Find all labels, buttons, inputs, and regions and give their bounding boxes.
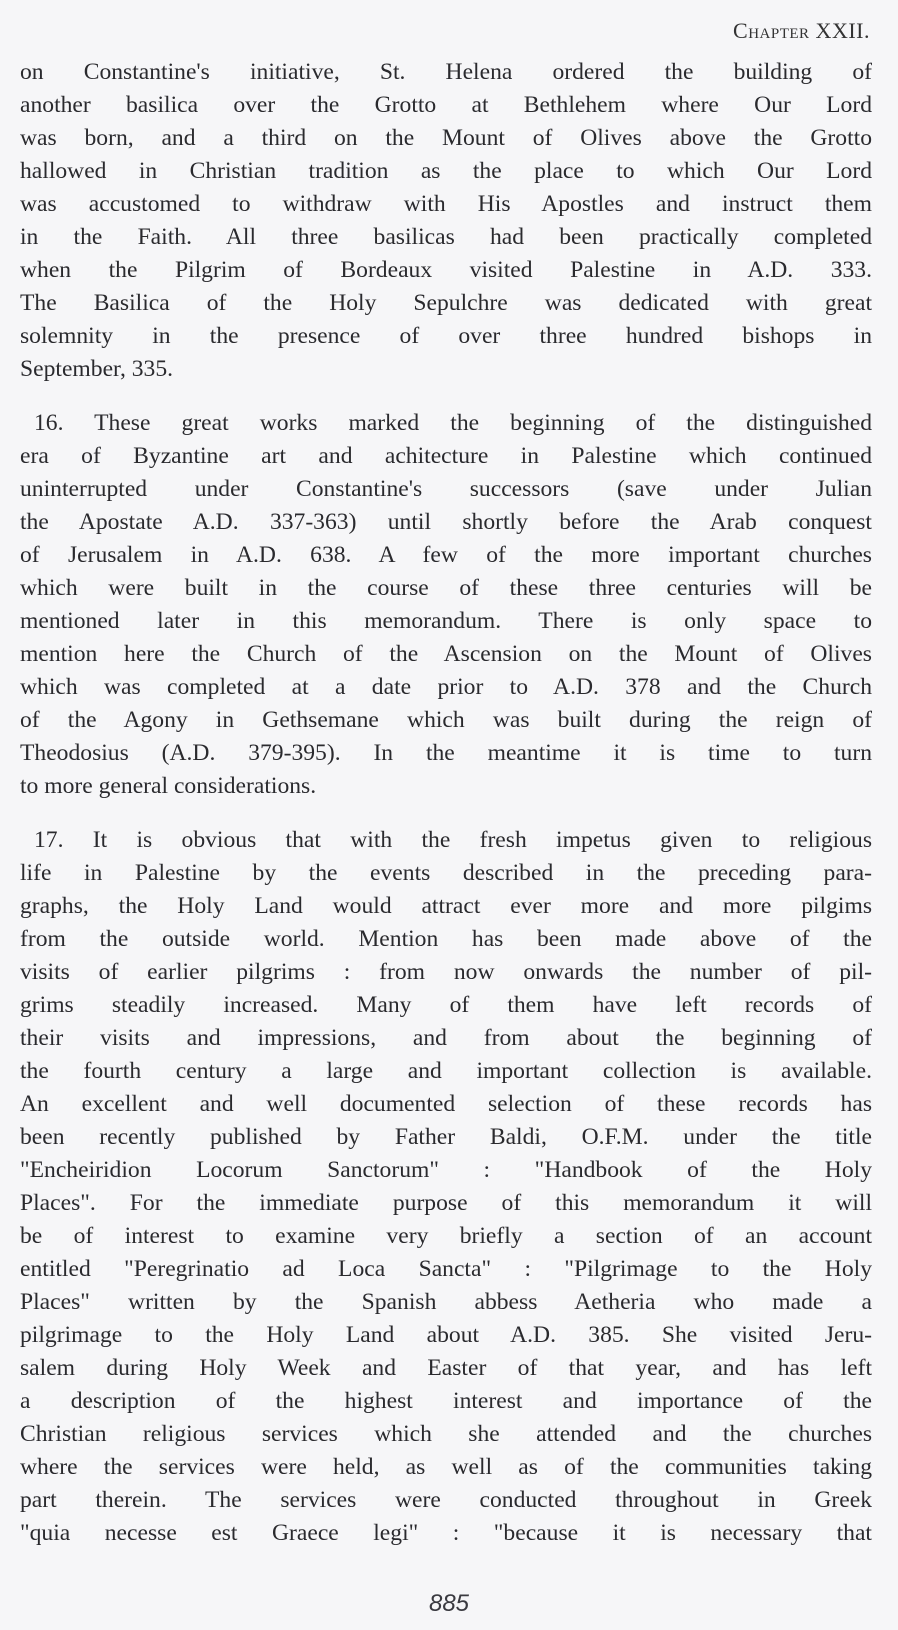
text-line: An excellent and well documented selection of these records has: [20, 1091, 872, 1117]
text-line: which was completed at a date prior to A.D. 378 and the Church: [20, 674, 872, 700]
text-line: a description of the highest interest and importance of the: [20, 1388, 872, 1414]
text-line: mentioned later in this memorandum. There is only space to: [20, 608, 872, 634]
text-line: was born, and a third on the Mount of Olives above the Grotto: [20, 125, 872, 151]
text-line: on Constantine's initiative, St. Helena ordered the building of: [20, 59, 872, 85]
text-line: which were built in the course of these three centuries will be: [20, 575, 872, 601]
running-header: [733, 18, 870, 44]
text-line: Places" written by the Spanish abbess Aetheria who made a: [20, 1289, 872, 1315]
text-line: Places". For the immediate purpose of this memorandum it will: [20, 1190, 872, 1216]
text-line: in the Faith. All three basilicas had been practically completed: [20, 224, 872, 250]
text-line: mention here the Church of the Ascension on the Mount of Olives: [20, 641, 872, 667]
text-line: "Encheiridion Locorum Sanctorum" : "Handbook of the Holy: [20, 1157, 872, 1183]
text-line: Theodosius (A.D. 379-395). In the meantime it is time to turn: [20, 740, 872, 766]
text-line: to more general considerations.: [20, 773, 317, 799]
chapter-heading: Chapter XXII.: [733, 18, 870, 43]
text-line: was accustomed to withdraw with His Apostles and instruct them: [20, 191, 872, 217]
text-line: another basilica over the Grotto at Bethlehem where Our Lord: [20, 92, 872, 118]
text-line: salem during Holy Week and Easter of that year, and has left: [20, 1355, 872, 1381]
text-line: been recently published by Father Baldi, O.F.M. under the title: [20, 1124, 872, 1150]
text-line: from the outside world. Mention has been made above of the: [20, 926, 872, 952]
text-line: hallowed in Christian tradition as the place to which Our Lord: [20, 158, 872, 184]
paragraph: [20, 56, 872, 386]
text-line: visits of earlier pilgrims : from now onwards the number of pil-: [20, 959, 872, 985]
paragraph: [20, 824, 872, 1550]
text-line: graphs, the Holy Land would attract ever more and more pilgims: [20, 893, 872, 919]
text-line: 16. These great works marked the beginning of the distinguished: [34, 410, 872, 436]
text-line: the Apostate A.D. 337-363) until shortly before the Arab conquest: [20, 509, 872, 535]
page-number: 885: [428, 1590, 470, 1617]
text-line: be of interest to examine very briefly a section of an account: [20, 1223, 872, 1249]
text-line: 17. It is obvious that with the fresh impetus given to religious: [34, 827, 872, 853]
text-line: of the Agony in Gethsemane which was built during the reign of: [20, 707, 872, 733]
text-line: uninterrupted under Constantine's successors (save under Julian: [20, 476, 872, 502]
text-line: part therein. The services were conducted throughout in Greek: [20, 1487, 872, 1513]
text-line: pilgrimage to the Holy Land about A.D. 385. She visited Jeru-: [20, 1322, 872, 1348]
text-line: where the services were held, as well as of the communities taking: [20, 1454, 872, 1480]
text-line: of Jerusalem in A.D. 638. A few of the more important churches: [20, 542, 872, 568]
paragraph: [20, 407, 872, 803]
text-line: Christian religious services which she attended and the churches: [20, 1421, 872, 1447]
text-line: the fourth century a large and important collection is available.: [20, 1058, 872, 1084]
text-line: era of Byzantine art and achitecture in Palestine which continued: [20, 443, 872, 469]
text-line: life in Palestine by the events described in the preceding para-: [20, 860, 872, 886]
text-line: their visits and impressions, and from about the beginning of: [20, 1025, 872, 1051]
text-line: entitled "Peregrinatio ad Loca Sancta" : "Pilgrimage to the Holy: [20, 1256, 872, 1282]
body-text: [20, 56, 872, 1571]
text-line: solemnity in the presence of over three hundred bishops in: [20, 323, 872, 349]
text-line: "quia necesse est Graece legi" : "because it is necessary that: [20, 1520, 872, 1546]
text-line: grims steadily increased. Many of them have left records of: [20, 992, 872, 1018]
text-line: when the Pilgrim of Bordeaux visited Palestine in A.D. 333.: [20, 257, 872, 283]
text-line: September, 335.: [20, 356, 174, 382]
text-line: The Basilica of the Holy Sepulchre was dedicated with great: [20, 290, 872, 316]
